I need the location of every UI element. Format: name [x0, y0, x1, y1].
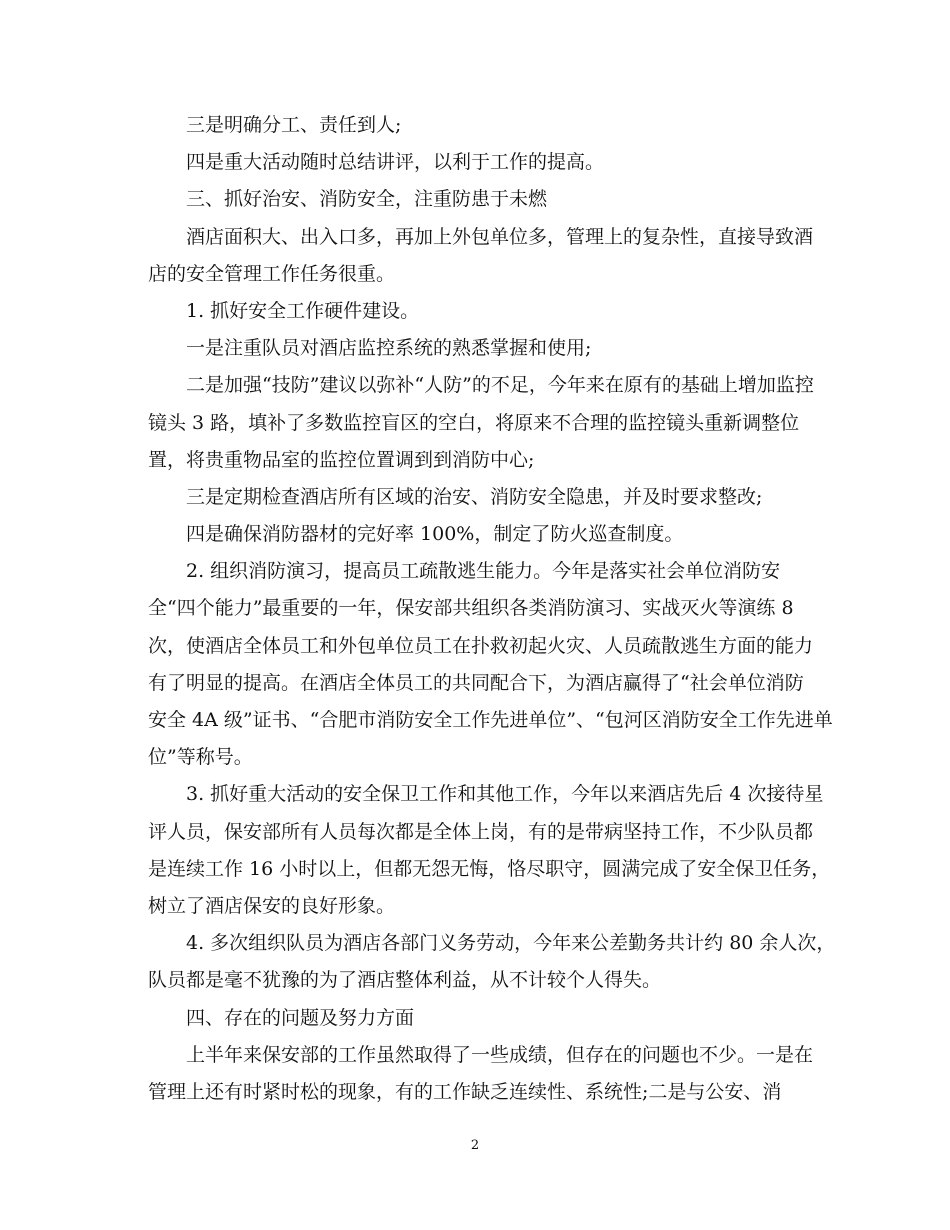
text-line: 四、存在的问题及努力方面 [186, 1006, 415, 1029]
text-line: 管理上还有时紧时松的现象，有的工作缺乏连续性、系统性;二是与公安、消 [148, 1080, 782, 1103]
text-line: 镜头 3 路，填补了多数监控盲区的空白，将原来不合理的监控镜头重新调整位 [148, 411, 800, 434]
text-line: 全“四个能力”最重要的一年，保安部共组织各类消防演习、实战灭火等演练 8 [148, 597, 794, 620]
text-line: 3. 抓好重大活动的安全保卫工作和其他工作，今年以来酒店先后 4 次接待星 [186, 783, 824, 806]
text-line: 次，使酒店全体员工和外包单位员工在扑救初起火灾、人员疏散逃生方面的能力 [148, 634, 814, 657]
text-line: 店的安全管理工作任务很重。 [148, 262, 396, 285]
text-line: 三是明确分工、责任到人; [186, 114, 402, 136]
text-line: 2. 组织消防演习，提高员工疏散逃生能力。今年是落实社会单位消防安 [186, 560, 781, 583]
text-line: 安全 4A 级”证书、“合肥市消防安全工作先进单位”、“包河区消防安全工作先进单 [148, 709, 833, 731]
text-line: 酒店面积大、出入口多，再加上外包单位多，管理上的复杂性，直接导致酒 [186, 225, 814, 248]
text-line: 队员都是毫不犹豫的为了酒店整体利益，从不计较个人得失。 [148, 969, 662, 992]
text-line: 1. 抓好安全工作硬件建设。 [186, 299, 420, 322]
text-line: 四是重大活动随时总结讲评，以利于工作的提高。 [186, 151, 605, 174]
text-line: 四是确保消防器材的完好率 100%，制定了防火巡查制度。 [186, 523, 684, 546]
text-line: 三、抓好治安、消防安全，注重防患于未燃 [186, 188, 548, 211]
page-number: 2 [470, 1138, 480, 1153]
text-line: 是连续工作 16 小时以上，但都无怨无悔，恪尽职守，圆满完成了安全保卫任务， [148, 857, 831, 880]
text-line: 二是加强“技防”建议以弥补“人防”的不足，今年来在原有的基础上增加监控 [186, 374, 814, 397]
text-line: 一是注重队员对酒店监控系统的熟悉掌握和使用; [186, 337, 592, 360]
text-line: 位”等称号。 [148, 746, 253, 769]
document-body [148, 110, 836, 1114]
text-line: 有了明显的提高。在酒店全体员工的共同配合下，为酒店赢得了“社会单位消防 [148, 671, 804, 694]
text-line: 三是定期检查酒店所有区域的治安、消防安全隐患，并及时要求整改; [186, 485, 763, 508]
text-line: 评人员，保安部所有人员每次都是全体上岗，有的是带病坚持工作，不少队员都 [148, 820, 814, 843]
text-line: 置，将贵重物品室的监控位置调到到消防中心; [148, 448, 535, 471]
text-line: 上半年来保安部的工作虽然取得了一些成绩，但存在的问题也不少。一是在 [186, 1043, 814, 1066]
text-line: 4. 多次组织队员为酒店各部门义务劳动，今年来公差勤务共计约 80 余人次， [186, 932, 836, 955]
text-line: 树立了酒店保安的良好形象。 [148, 894, 396, 917]
